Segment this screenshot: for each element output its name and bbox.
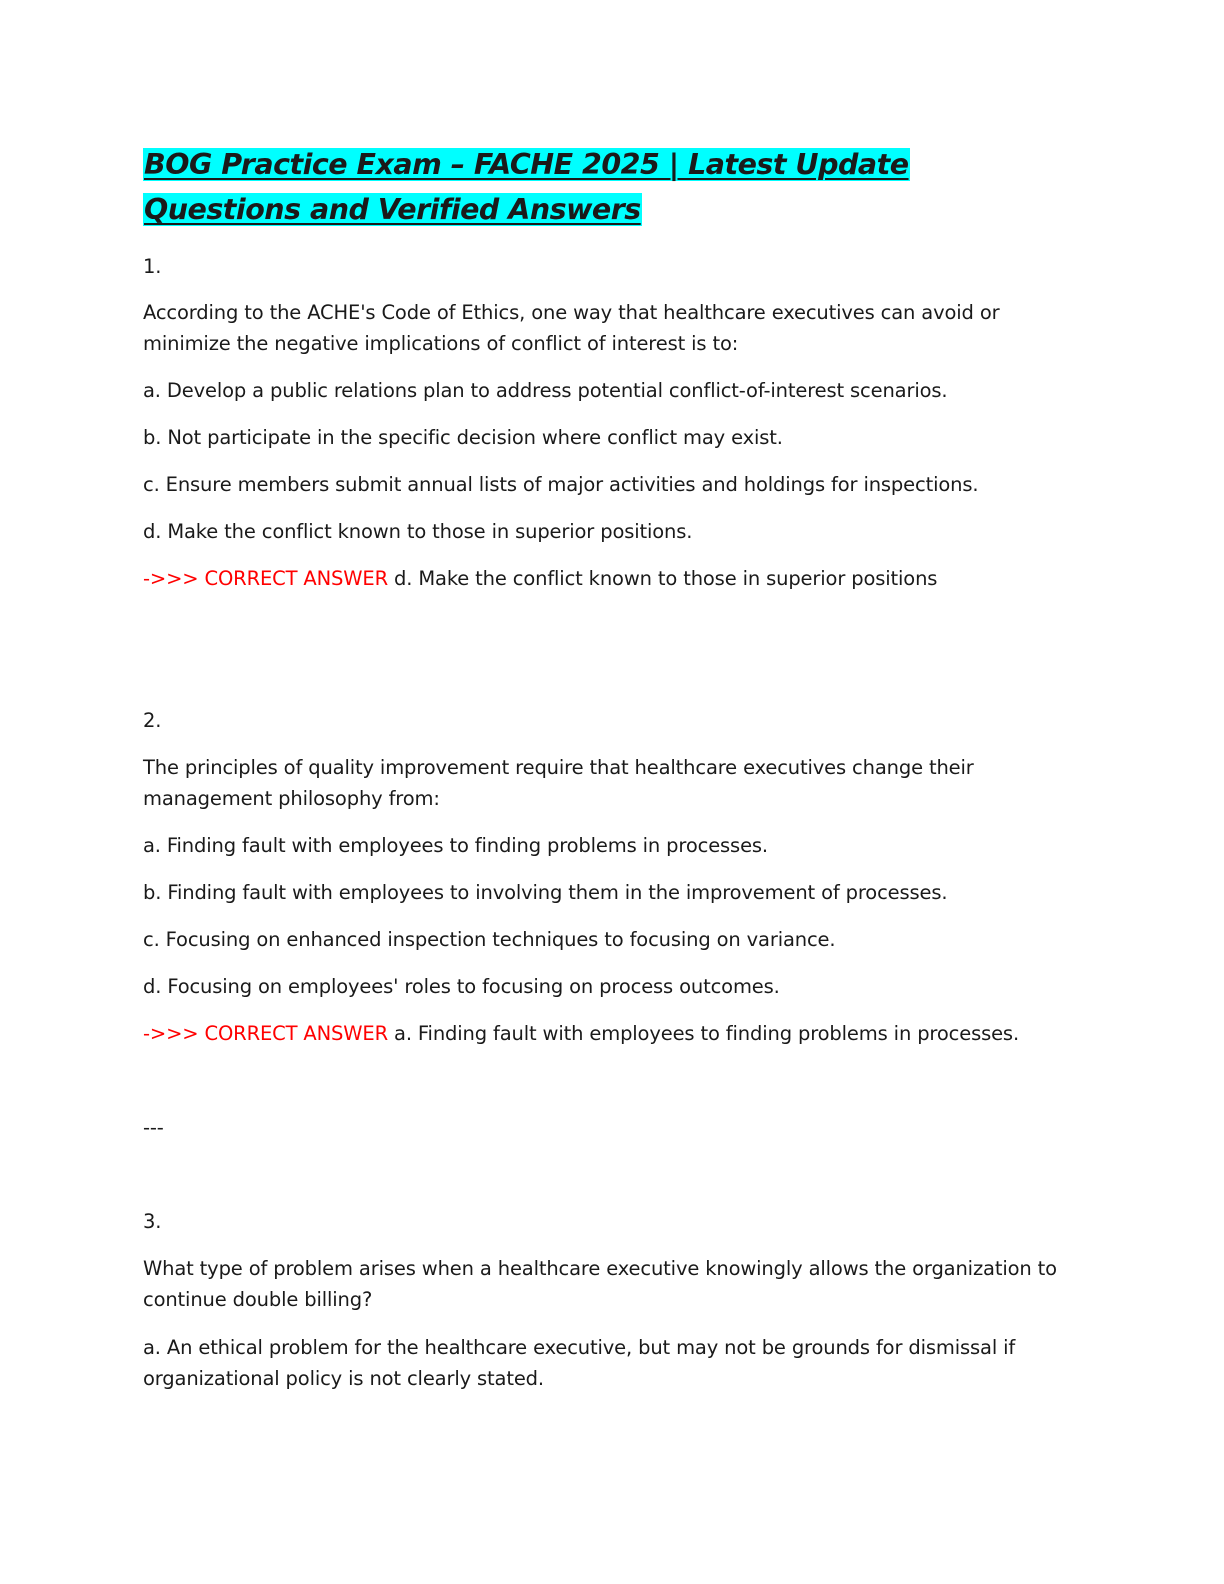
question-stem: According to the ACHE's Code of Ethics, one way that healthcare executives can avoid or — [143, 301, 1000, 324]
page-title — [143, 142, 1043, 232]
answer-option: organizational policy is not clearly stated. — [143, 1367, 544, 1390]
question-stem: continue double billing? — [143, 1288, 373, 1311]
answer-option: a. An ethical problem for the healthcare executive, but may not be grounds for dismissal if — [143, 1336, 1016, 1359]
correct-answer — [143, 1018, 1019, 1049]
answer-option: d. Make the conflict known to those in superior positions. — [143, 520, 693, 543]
answer-option: d. Focusing on employees' roles to focusing on process outcomes. — [143, 975, 780, 998]
question-number: 1. — [143, 255, 162, 278]
answer-option: a. Finding fault with employees to finding problems in processes. — [143, 834, 768, 857]
answer-option: c. Focusing on enhanced inspection techniques to focusing on variance. — [143, 928, 836, 951]
question-number: 3. — [143, 1210, 162, 1233]
title-highlight: BOG Practice Exam – FACHE 2025 | Latest Update Questions and Verified Answers — [144, 148, 909, 226]
correct-answer-text: d. Make the conflict known to those in superior positions — [387, 567, 938, 590]
correct-answer-label: ->>> CORRECT ANSWER — [143, 567, 388, 590]
answer-option: a. Develop a public relations plan to address potential conflict-of-interest scenarios. — [143, 379, 948, 402]
question-stem: What type of problem arises when a healthcare executive knowingly allows the organization to — [143, 1257, 1057, 1280]
question-stem: minimize the negative implications of conflict of interest is to: — [143, 332, 739, 355]
answer-option: b. Finding fault with employees to involving them in the improvement of processes. — [143, 881, 948, 904]
answer-option: b. Not participate in the specific decision where conflict may exist. — [143, 426, 783, 449]
question-stem: The principles of quality improvement require that healthcare executives change their — [143, 756, 974, 779]
correct-answer — [143, 563, 937, 594]
question-stem: management philosophy from: — [143, 787, 440, 810]
correct-answer-text: a. Finding fault with employees to finding problems in processes. — [387, 1022, 1019, 1045]
correct-answer-label: ->>> CORRECT ANSWER — [143, 1022, 388, 1045]
section-separator: --- — [143, 1116, 164, 1139]
question-number: 2. — [143, 709, 162, 732]
answer-option: c. Ensure members submit annual lists of major activities and holdings for inspections. — [143, 473, 979, 496]
